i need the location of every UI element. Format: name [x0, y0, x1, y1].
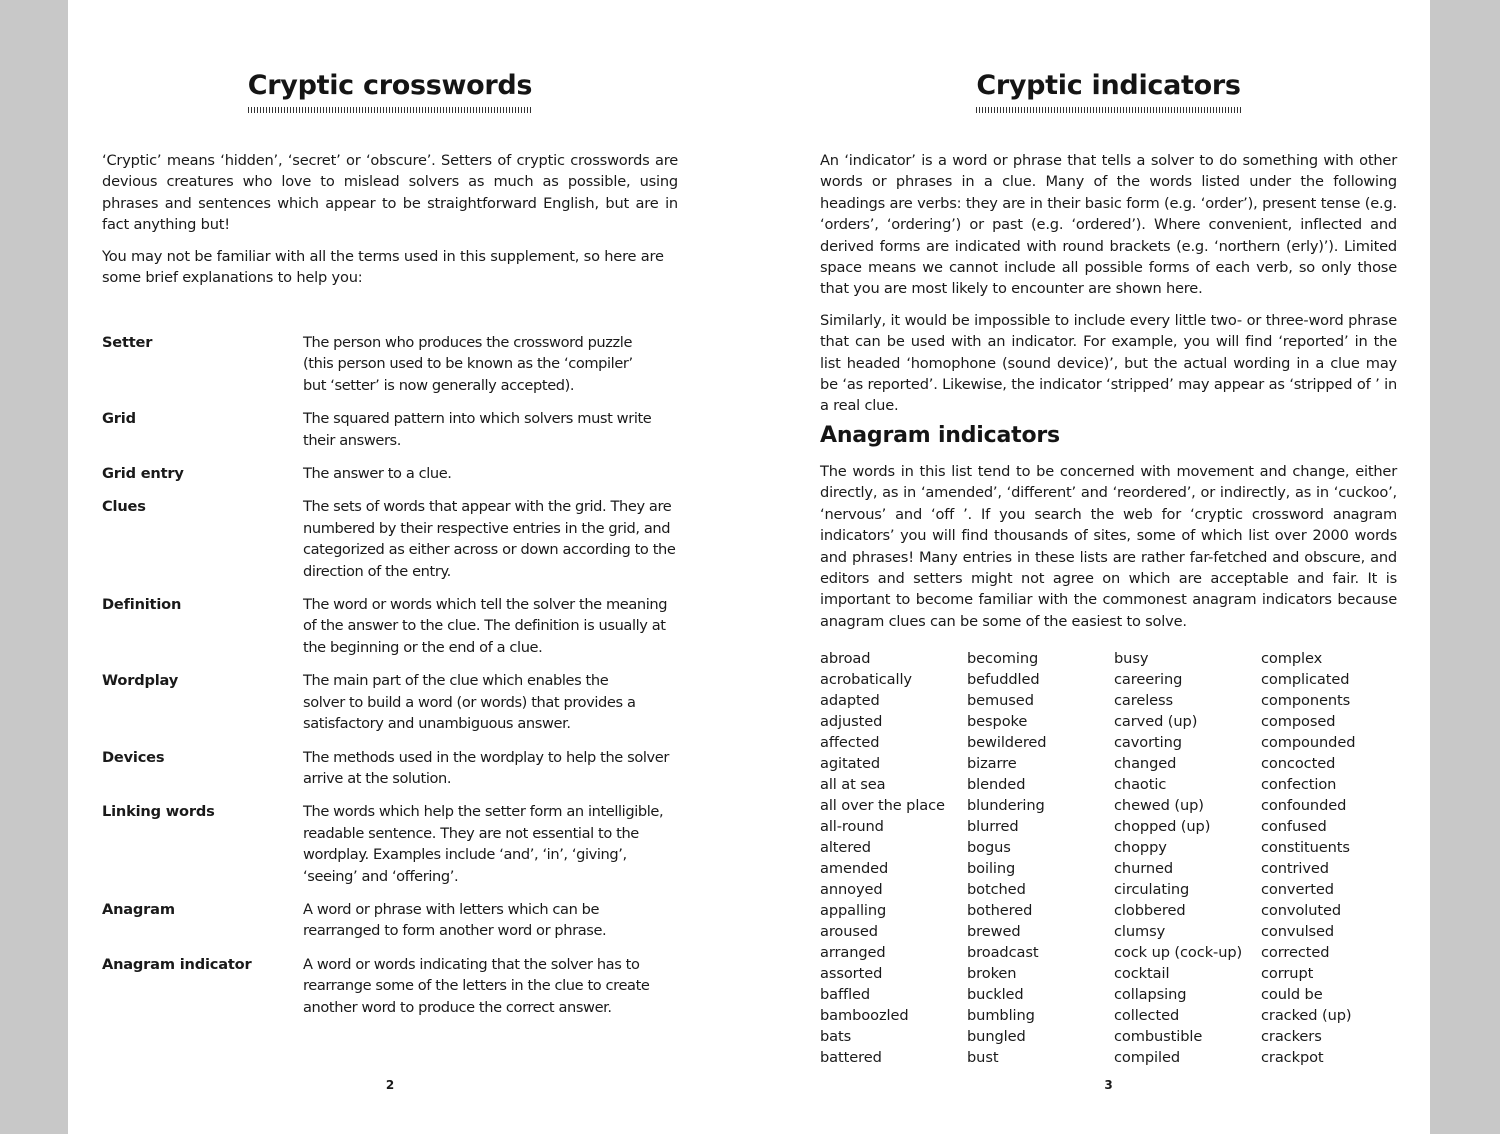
indicator-word: crackers — [1261, 1028, 1322, 1045]
left-page — [102, 0, 678, 1134]
indicator-word: baffled — [820, 986, 871, 1003]
indicator-word: adjusted — [820, 713, 883, 730]
indicator-word: bumbling — [967, 1007, 1035, 1024]
section-intro — [820, 461, 1397, 642]
indicator-word: annoyed — [820, 881, 883, 898]
indicator-word: crackpot — [1261, 1049, 1324, 1066]
glossary-row — [102, 954, 678, 1018]
indicator-word: corrupt — [1261, 965, 1314, 982]
indicator-word: becoming — [967, 650, 1039, 667]
indicator-word: collected — [1114, 1007, 1180, 1024]
glossary-definition: The squared pattern into which solvers must write their answers. — [303, 410, 652, 449]
indicator-word: carved (up) — [1114, 713, 1198, 730]
page-number: 3 — [1104, 1078, 1113, 1092]
indicator-word: bamboozled — [820, 1007, 909, 1024]
indicator-word: brewed — [967, 923, 1021, 940]
indicator-word: components — [1261, 692, 1351, 709]
indicator-word: cavorting — [1114, 734, 1182, 751]
glossary-term: Linking words — [102, 803, 215, 821]
right-page-title: Cryptic indicators — [976, 70, 1240, 107]
section-heading: Anagram indicators — [820, 423, 1060, 448]
indicator-word: botched — [967, 881, 1026, 898]
glossary-definition: The sets of words that appear with the grid. They are numbered by their respective entries in the grid, and categorized as either across or down according to the direction of the entry. — [303, 498, 676, 580]
indicator-word: altered — [820, 839, 871, 856]
indicator-word: contrived — [1261, 860, 1329, 877]
left-page-title: Cryptic crosswords — [248, 70, 532, 107]
indicator-word: busy — [1114, 650, 1149, 667]
indicator-word: all over the place — [820, 797, 945, 814]
intro-paragraph: An ‘indicator’ is a word or phrase that tells a solver to do something with other words or phrases in a clue. Many of the words listed under the following headings are verbs: they are in their basic form (e.g. ‘order’), present tense (e.g. ‘orders’, ‘ordering’) or past (e.g. ‘ordered’). Where convenient, inflected and derived forms are indicated with round brackets (e.g. ‘northern (erly)’). Limited space means we cannot include all possible forms of each verb, so only those that you are most likely to encounter are shown here. — [820, 152, 1397, 298]
indicator-word: composed — [1261, 713, 1336, 730]
glossary-definition: The main part of the clue which enables the solver to build a word (or words) that provides a satisfactory and unambiguous answer. — [303, 672, 636, 733]
indicator-word: corrected — [1261, 944, 1330, 961]
glossary-definition: The words which help the setter form an intelligible, readable sentence. They are not essential to the wordplay. Examples include ‘and’, ‘in’, ‘giving’, ‘seeing’ and ‘offering’. — [303, 803, 664, 885]
indicator-word: arranged — [820, 944, 886, 961]
indicator-word: churned — [1114, 860, 1174, 877]
glossary-term: Definition — [102, 596, 182, 614]
glossary-definition: The methods used in the wordplay to help the solver arrive at the solution. — [303, 748, 669, 787]
indicator-word: chaotic — [1114, 776, 1167, 793]
glossary-list — [102, 332, 678, 1030]
glossary-row — [102, 747, 678, 790]
section-paragraph: The words in this list tend to be concerned with movement and change, either directly, as in ‘amended’, ‘different’ and ‘reordered’, or indirectly, as in ‘cuckoo’, ‘nervous’ and ‘off ’. If you search the web for ‘cryptic crossword anagram indicators’ you will find thousands of sites, some of which list over 2000 words and phrases! Many entries in these lists are rather far-fetched and obscure, and editors and setters might not agree on which are acceptable and fair. It is important to become familiar with the commonest anagram indicators because anagram clues can be some of the easiest to solve. — [820, 463, 1397, 630]
indicator-word: blended — [967, 776, 1026, 793]
indicator-word: all-round — [820, 818, 884, 835]
glossary-row — [102, 496, 678, 582]
indicator-word: bust — [967, 1049, 999, 1066]
indicator-word: adapted — [820, 692, 880, 709]
intro-paragraph: ‘Cryptic’ means ‘hidden’, ‘secret’ or ‘obscure’. Setters of cryptic crosswords are devious creatures who love to mislead solvers as much as possible, using phrases and sentences which appear to be straightforward English, but are in fact anything but! — [102, 152, 678, 234]
indicator-word: clobbered — [1114, 902, 1186, 919]
indicator-word: careless — [1114, 692, 1174, 709]
indicator-word: cocktail — [1114, 965, 1170, 982]
indicator-word: clumsy — [1114, 923, 1166, 940]
glossary-row — [102, 801, 678, 887]
indicator-word: convoluted — [1261, 902, 1342, 919]
indicator-word: amended — [820, 860, 889, 877]
indicator-word: buckled — [967, 986, 1024, 1003]
indicator-word: acrobatically — [820, 671, 912, 688]
indicator-word: broadcast — [967, 944, 1039, 961]
indicator-word: appalling — [820, 902, 887, 919]
indicator-word: bothered — [967, 902, 1033, 919]
indicator-word: assorted — [820, 965, 883, 982]
indicator-word: aroused — [820, 923, 878, 940]
indicator-word: abroad — [820, 650, 871, 667]
indicator-word: bemused — [967, 692, 1034, 709]
indicator-word: constituents — [1261, 839, 1350, 856]
indicator-word: affected — [820, 734, 880, 751]
indicator-word: bungled — [967, 1028, 1026, 1045]
indicator-word: bewildered — [967, 734, 1047, 751]
glossary-row — [102, 670, 678, 734]
intro-paragraph: Similarly, it would be impossible to include every little two- or three-word phrase that can be used with an indicator. For example, you will find ‘reported’ in the list headed ‘homophone (sound device)’, but the actual wording in a clue may be ‘as reported’. Likewise, the indicator ‘stripped’ may appear as ‘stripped of ’ in a real clue. — [820, 311, 1397, 415]
glossary-term: Anagram — [102, 900, 175, 918]
glossary-row — [102, 899, 678, 942]
glossary-term: Grid — [102, 410, 136, 428]
indicator-word: collapsing — [1114, 986, 1187, 1003]
glossary-definition: The word or words which tell the solver the meaning of the answer to the clue. The definition is usually at the beginning or the end of a clue. — [303, 596, 668, 656]
right-page — [820, 0, 1397, 1134]
indicator-word: agitated — [820, 755, 881, 772]
indicator-word: confused — [1261, 818, 1327, 835]
indicator-word: compiled — [1114, 1049, 1180, 1066]
indicator-word: confection — [1261, 776, 1337, 793]
glossary-term: Grid entry — [102, 465, 184, 483]
indicator-word: blundering — [967, 797, 1045, 814]
indicator-word: confounded — [1261, 797, 1347, 814]
glossary-definition: The answer to a clue. — [303, 465, 452, 483]
indicator-word: changed — [1114, 755, 1177, 772]
indicator-word: chewed (up) — [1114, 797, 1204, 814]
intro-paragraph: You may not be familiar with all the terms used in this supplement, so here are some brief explanations to help you: — [102, 247, 664, 287]
glossary-term: Clues — [102, 498, 146, 516]
indicator-word: complex — [1261, 650, 1323, 667]
indicator-word: chopped (up) — [1114, 818, 1211, 835]
indicator-word: could be — [1261, 986, 1323, 1003]
indicator-word: bats — [820, 1028, 852, 1045]
glossary-row — [102, 408, 678, 451]
glossary-definition: A word or phrase with letters which can be rearranged to form another word or phrase. — [303, 900, 607, 940]
indicator-word: choppy — [1114, 839, 1167, 856]
glossary-row — [102, 463, 678, 484]
indicator-word: careering — [1114, 671, 1183, 688]
left-intro — [102, 150, 678, 298]
indicator-word: compounded — [1261, 734, 1356, 751]
right-intro — [820, 150, 1397, 427]
indicator-word: circulating — [1114, 881, 1190, 898]
indicator-word: bizarre — [967, 755, 1017, 772]
indicator-word: blurred — [967, 818, 1019, 835]
indicator-word: bespoke — [967, 713, 1028, 730]
indicator-word: battered — [820, 1049, 882, 1066]
page-number: 2 — [385, 1078, 395, 1092]
indicator-word: convulsed — [1261, 923, 1335, 940]
indicator-word: concocted — [1261, 755, 1336, 772]
anagram-indicator-list — [820, 648, 1410, 1068]
indicator-word: converted — [1261, 881, 1334, 898]
glossary-definition: The person who produces the crossword puzzle (this person used to be known as the ‘compiler’ but ‘setter’ is now generally accepted). — [303, 334, 633, 394]
glossary-term: Wordplay — [102, 672, 179, 690]
indicator-word: cracked (up) — [1261, 1007, 1352, 1024]
glossary-term: Anagram indicator — [102, 955, 252, 973]
indicator-word: boiling — [967, 860, 1016, 877]
indicator-word: combustible — [1114, 1028, 1203, 1045]
glossary-term: Devices — [102, 748, 165, 766]
indicator-word: broken — [967, 965, 1017, 982]
glossary-row — [102, 594, 678, 658]
glossary-definition: A word or words indicating that the solver has to rearrange some of the letters in the clue to create another word to produce the correct answer. — [303, 955, 650, 1016]
indicator-word: befuddled — [967, 671, 1040, 688]
book-spread — [68, 0, 1430, 1134]
indicator-word: all at sea — [820, 776, 886, 793]
indicator-word: complicated — [1261, 671, 1350, 688]
glossary-term: Setter — [102, 334, 153, 351]
glossary-row — [102, 332, 678, 396]
indicator-word: cock up (cock-up) — [1114, 944, 1243, 961]
indicator-word: bogus — [967, 839, 1011, 856]
